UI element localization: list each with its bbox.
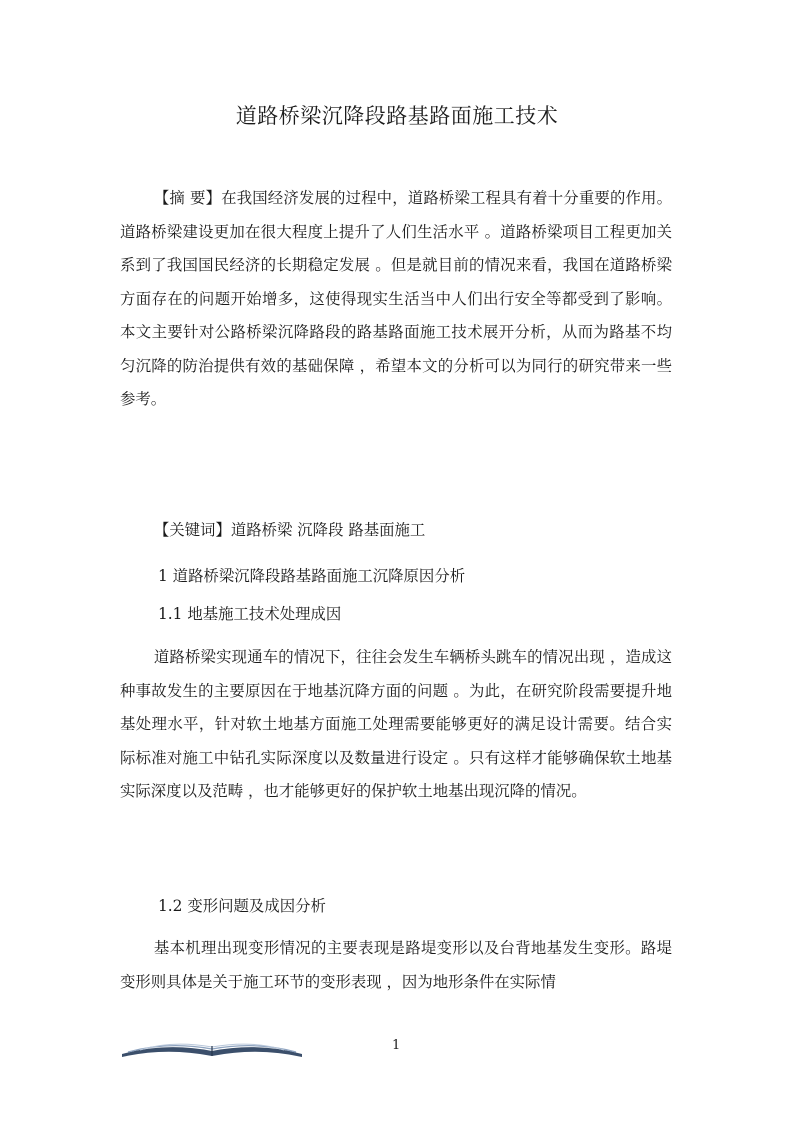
section-1-2-heading: 1.2 变形问题及成因分析 xyxy=(158,897,326,915)
section-1-1-paragraph: 道路桥梁实现通车的情况下，往往会发生车辆桥头跳车的情况出现 ，造成这种事故发生的主要原因在于地基沉降方面的问题 。为此，在研究阶段需要提升地基处理水平，针对软土地基方面施工处理需要能够更好的满足设计需要。结合实际标准对施工中钻孔实际深度以及数量进行设定 。只有这样才能够确保软土地基实际深度以及范畴 ，也才能够更好的保护软土地基出现沉降的情况。 xyxy=(120,648,672,800)
open-book-icon xyxy=(120,1038,304,1058)
section-1-1-heading: 1.1 地基施工技术处理成因 xyxy=(158,605,342,623)
abstract-paragraph: 【摘 要】在我国经济发展的过程中，道路桥梁工程具有着十分重要的作用。道路桥梁建设更加在很大程度上提升了人们生活水平 。道路桥梁项目工程更加关系到了我国国民经济的长期稳定发展 。但是就目前的情况来看，我国在道路桥梁方面存在的问题开始增多，这使得现实生活当中人们出行安全等都受到了影响。本文主要针对公路桥梁沉降路段的路基路面施工技术展开分析，从而为路基不均匀沉降的防治提供有效的基础保障 ，希望本文的分析可以为同行的研究带来一些参考。 xyxy=(120,189,672,408)
page-number: 1 xyxy=(392,1038,401,1053)
section-1-2-body xyxy=(120,932,672,999)
abstract-section xyxy=(120,182,672,417)
keywords-line: 【关键词】道路桥梁 沉降段 路基面施工 xyxy=(153,521,426,539)
section-1-2-paragraph: 基本机理出现变形情况的主要表现是路堤变形以及台背地基发生变形。路堤变形则具体是关于施工环节的变形表现 ，因为地形条件在实际情 xyxy=(120,939,672,991)
document-title: 道路桥梁沉降段路基路面施工技术 xyxy=(235,104,559,128)
keywords-section xyxy=(120,514,672,548)
section-1-heading: 1 道路桥梁沉降段路基路面施工沉降原因分析 xyxy=(158,567,466,585)
section-1-1-body xyxy=(120,641,672,809)
